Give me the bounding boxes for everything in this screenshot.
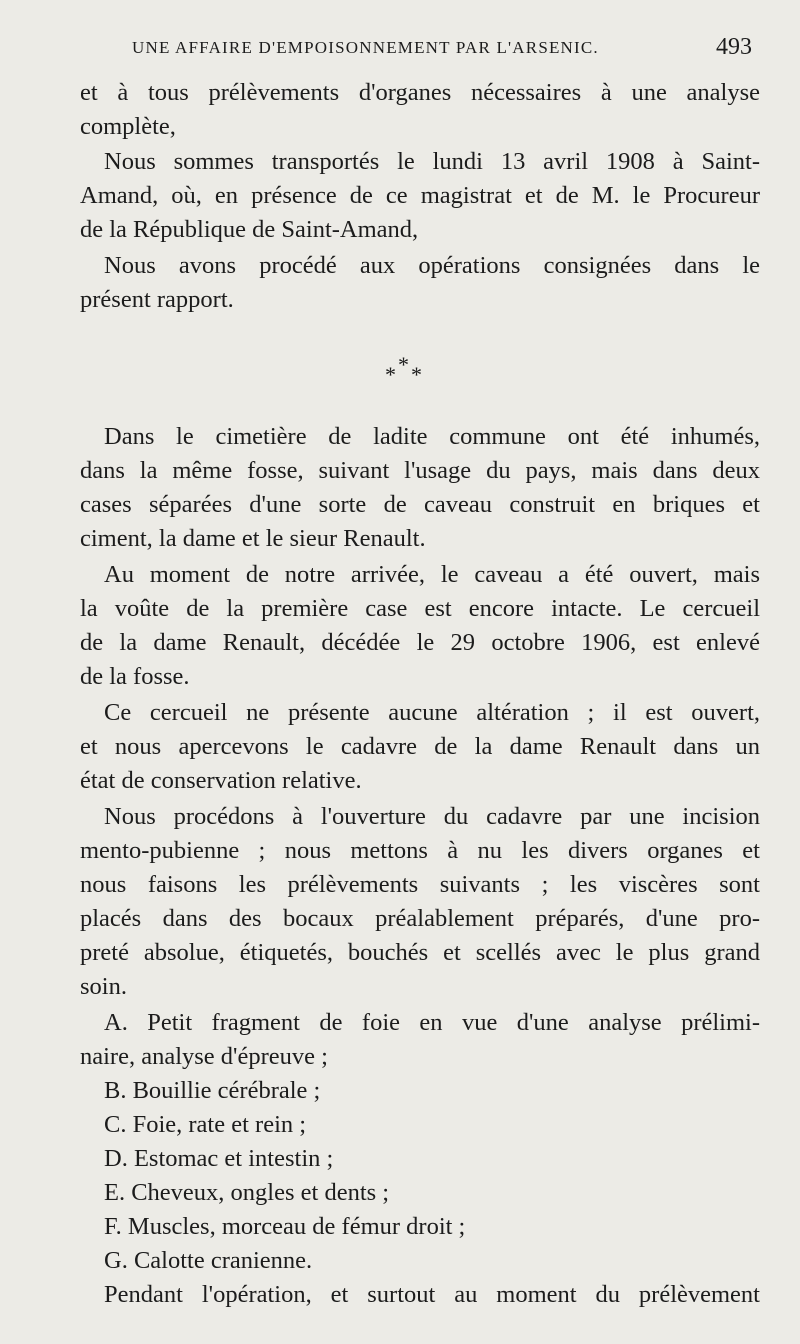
text-line: Ce cercueil ne présente aucune altération ; il est ouvert, — [104, 699, 760, 726]
text-line: Au moment de notre arrivée, le caveau a été ouvert, mais — [104, 561, 760, 588]
text-line: Nous avons procédé aux opérations consignées dans le — [104, 252, 760, 279]
text-line: de la fosse. — [80, 663, 190, 690]
text-line: complète, — [80, 113, 176, 140]
text-line: dans la même fosse, suivant l'usage du pays, mais dans deux — [80, 457, 760, 484]
list-item: G. Calotte cranienne. — [104, 1247, 313, 1274]
text-line: ciment, la dame et le sieur Renault. — [80, 525, 426, 552]
separator-star: * — [398, 352, 409, 377]
list-item: C. Foie, rate et rein ; — [104, 1111, 307, 1138]
text-line: état de conservation relative. — [80, 767, 362, 794]
text-line: Nous sommes transportés le lundi 13 avril 1908 à Saint- — [104, 148, 760, 175]
page-number: 493 — [716, 34, 752, 60]
separator-star: * — [385, 362, 396, 387]
text-line: de la dame Renault, décédée le 29 octobre 1906, est enlevé — [80, 629, 760, 656]
list-item: F. Muscles, morceau de fémur droit ; — [104, 1213, 466, 1240]
text-line: preté absolue, étiquetés, bouchés et scellés avec le plus grand — [80, 939, 760, 966]
list-item: A. Petit fragment de foie en vue d'une analyse prélimi- — [104, 1009, 760, 1036]
text-line: Pendant l'opération, et surtout au moment du prélèvement — [104, 1281, 760, 1308]
text-line: et à tous prélèvements d'organes nécessaires à une analyse — [80, 79, 760, 106]
list-item: E. Cheveux, ongles et dents ; — [104, 1179, 390, 1206]
text-line: Dans le cimetière de ladite commune ont été inhumés, — [104, 423, 760, 450]
text-line: nous faisons les prélèvements suivants ; les viscères sont — [80, 871, 760, 898]
text-line: cases séparées d'une sorte de caveau construit en briques et — [80, 491, 760, 518]
text-line: et nous apercevons le cadavre de la dame Renault dans un — [80, 733, 760, 760]
running-head — [0, 34, 800, 64]
text-line: de la République de Saint-Amand, — [80, 216, 419, 243]
text-line: placés dans des bocaux préalablement préparés, d'une pro- — [80, 905, 760, 932]
list-item: D. Estomac et intestin ; — [104, 1145, 334, 1172]
running-title: UNE AFFAIRE D'EMPOISONNEMENT PAR L'ARSENIC. — [132, 38, 599, 57]
section-separator — [0, 352, 800, 392]
text-line: mento-pubienne ; nous mettons à nu les divers organes et — [80, 837, 760, 864]
text-line: naire, analyse d'épreuve ; — [80, 1043, 328, 1070]
text-line: présent rapport. — [80, 286, 234, 313]
separator-star: * — [411, 362, 422, 387]
text-line: soin. — [80, 973, 127, 1000]
text-line: Nous procédons à l'ouverture du cadavre par une incision — [104, 803, 760, 830]
text-line: Amand, où, en présence de ce magistrat et de M. le Procureur — [80, 182, 760, 209]
text-line: la voûte de la première case est encore intacte. Le cercueil — [80, 595, 760, 622]
list-item: B. Bouillie cérébrale ; — [104, 1077, 321, 1104]
